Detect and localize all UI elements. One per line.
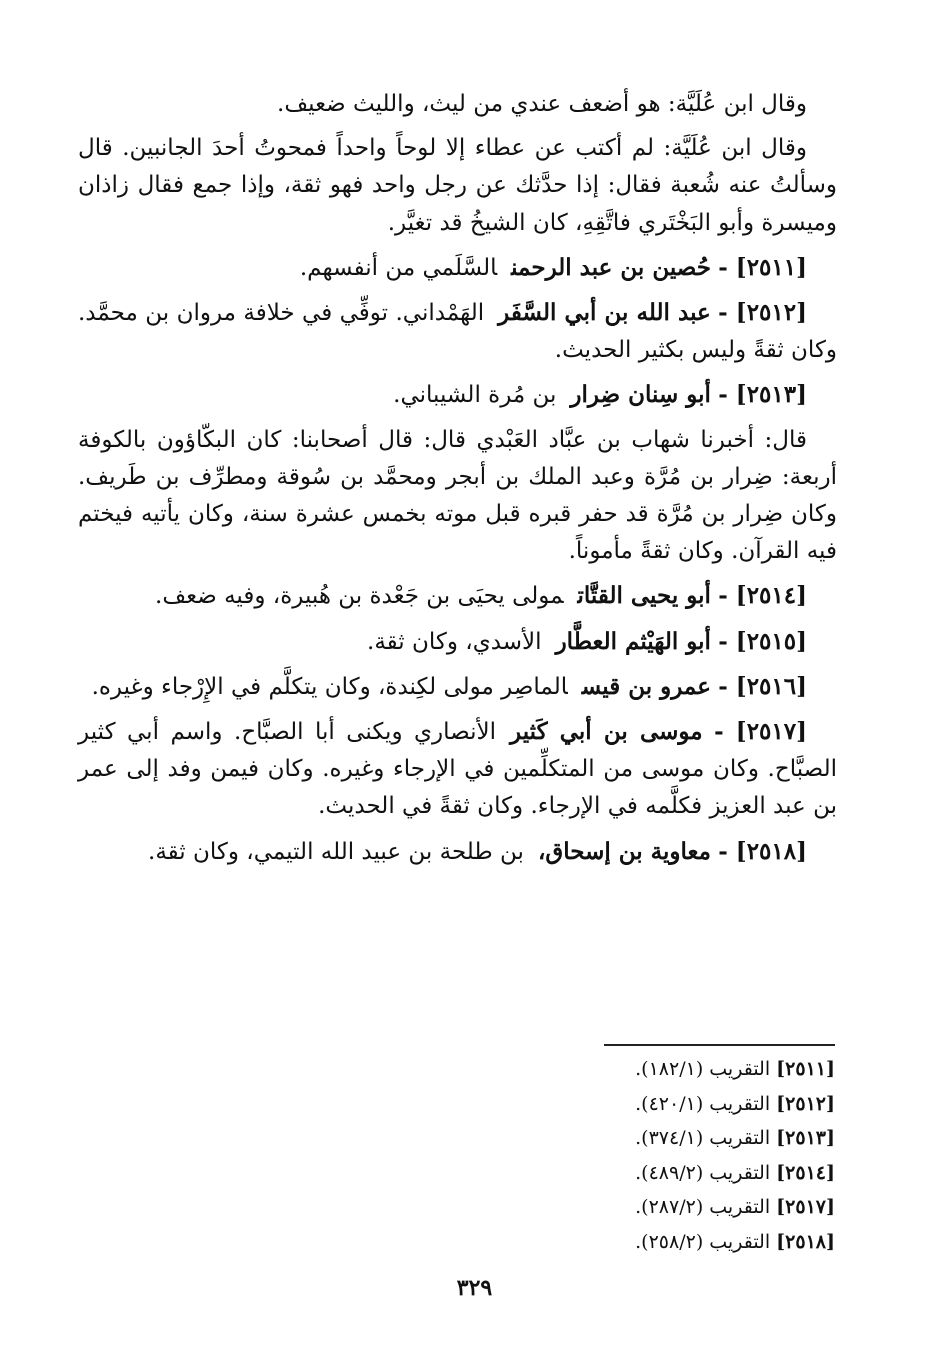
entry-text: السَّلَمي من أنفسهم. — [299, 254, 498, 281]
entry-number: [٢٥١٢] - — [718, 299, 808, 327]
entry-number: [٢٥١٥] - — [718, 627, 807, 655]
entry-2513 — [78, 376, 837, 414]
entry-2511 — [78, 249, 837, 287]
entry-number: [٢٥١٧] - — [714, 718, 807, 746]
paragraph: قال: أخبرنا شهاب بن عبَّاد العَبْدي قال: قال أصحابنا: كان البكّاؤون بالكوفة أربعة: ضِرار بن مُرَّة وعبد الملك بن أبجر ومحمَّد بن سُوقة ومطرِّف بن طَريف. وكان ضِرار بن مُرَّة قد حفر قبره قبل موته بخمس عشرة سنة، وكان يأتيه فيختم فيه القرآن. وكان ثقةً مأموناً. — [78, 426, 837, 565]
entry-2512 — [78, 294, 837, 369]
paragraph: وقال ابن عُلَيَّة: لم أكتب عن عطاء إلا لوحاً واحداً فمحوتُ أحدَ الجانبين. قال وسألتُ عنه شُعبة فقال: إذا حدَّثك عن رجل واحد فهو ثقة، وإذا جمع فقال زاذان وميسرة وأبو البَخْتَري فاتَّقِهِ، كان الشيخُ قد تغيَّر. — [78, 135, 837, 236]
entry-name: عمرو بن قيس — [581, 672, 711, 700]
entry-name: حُصين بن عبد الرحمن — [511, 253, 711, 281]
footnote — [520, 1121, 835, 1156]
footnote-number: [٢٥١٣] — [776, 1127, 835, 1150]
entry-number: [٢٥١٣] - — [718, 381, 807, 409]
entry-name: أبو سِنان ضِرار — [570, 381, 711, 409]
footnote-text: التقريب (٢٨٧/٢). — [635, 1196, 771, 1219]
footnote-number: [٢٥١٤] — [776, 1161, 835, 1184]
entry-2518 — [78, 833, 837, 871]
entry-2516 — [78, 668, 837, 706]
entry-name: معاوية بن إسحاق، — [537, 837, 711, 865]
entry-text: مولى يحيَى بن جَعْدة بن هُبيرة، وفيه ضعف. — [155, 583, 564, 610]
entry-text: بن طلحة بن عبيد الله التيمي، وكان ثقة. — [148, 838, 524, 865]
entry-number: [٢٥١٦] - — [718, 672, 807, 700]
entry-number: [٢٥١٨] - — [718, 837, 807, 865]
footnote-number: [٢٥١١] — [776, 1058, 835, 1080]
page-number: ٣٢٩ — [456, 1275, 493, 1301]
footnote-number: [٢٥١٢] — [776, 1092, 835, 1115]
footnote-number: [٢٥١٨] — [776, 1230, 835, 1253]
footnote — [520, 1087, 835, 1122]
entry-text: الأنصاري ويكنى أبا الصبَّاح. واسم أبي كثير الصبَّاح. وكان موسى من المتكلِّمين في الإرجاء وغيره. وكان فيمن وفد إلى عمر بن عبد العزيز فكلَّمه في الإرجاء. وكان ثقةً في الحديث. — [78, 719, 837, 820]
entry-2514 — [78, 577, 837, 615]
entry-name: عبد الله بن أبي السَّفَر — [498, 299, 711, 327]
footnote-text: التقريب (٤٢٠/١). — [635, 1092, 771, 1115]
entry-2517 — [78, 713, 837, 826]
entry-number: [٢٥١٤] - — [718, 582, 807, 610]
footnote-text: التقريب (٤٨٩/٢). — [635, 1161, 771, 1184]
entry-name: موسى بن أبي كَثير — [510, 718, 703, 746]
footnote-text: التقريب (٢٥٨/٢). — [635, 1230, 771, 1253]
entry-name: أبو الهَيْثم العطَّار — [555, 627, 711, 655]
entry-2515 — [78, 623, 837, 661]
entry-text: بن مُرة الشيباني. — [393, 382, 557, 409]
entry-text: الماصِر مولى لكِندة، وكان يتكلَّم في الإِرْجاء وغيره. — [91, 673, 568, 700]
footnote-text: التقريب (١٨٢/١). — [635, 1058, 771, 1080]
footnote — [520, 1052, 835, 1087]
main-text — [78, 86, 837, 871]
entry-name: أبو يحيى القتَّات — [577, 582, 711, 610]
footnote-text: التقريب (٣٧٤/١). — [635, 1127, 771, 1150]
footnote-number: [٢٥١٧] — [776, 1196, 835, 1219]
footnote — [520, 1190, 835, 1225]
entry-text: الأسدي، وكان ثقة. — [367, 628, 542, 655]
footnote-divider — [604, 1044, 835, 1046]
footnote — [520, 1225, 835, 1260]
footnotes — [520, 1052, 835, 1260]
paragraph: وقال ابن عُلَيَّة: هو أضعف عندي من ليث، والليث ضعيف. — [277, 91, 807, 117]
footnote — [520, 1156, 835, 1191]
entry-text: الهَمْداني. توفِّي في خلافة مروان بن محمَّد. وكان ثقةً وليس بكثير الحديث. — [78, 300, 837, 364]
entry-number: [٢٥١١] - — [718, 253, 807, 281]
